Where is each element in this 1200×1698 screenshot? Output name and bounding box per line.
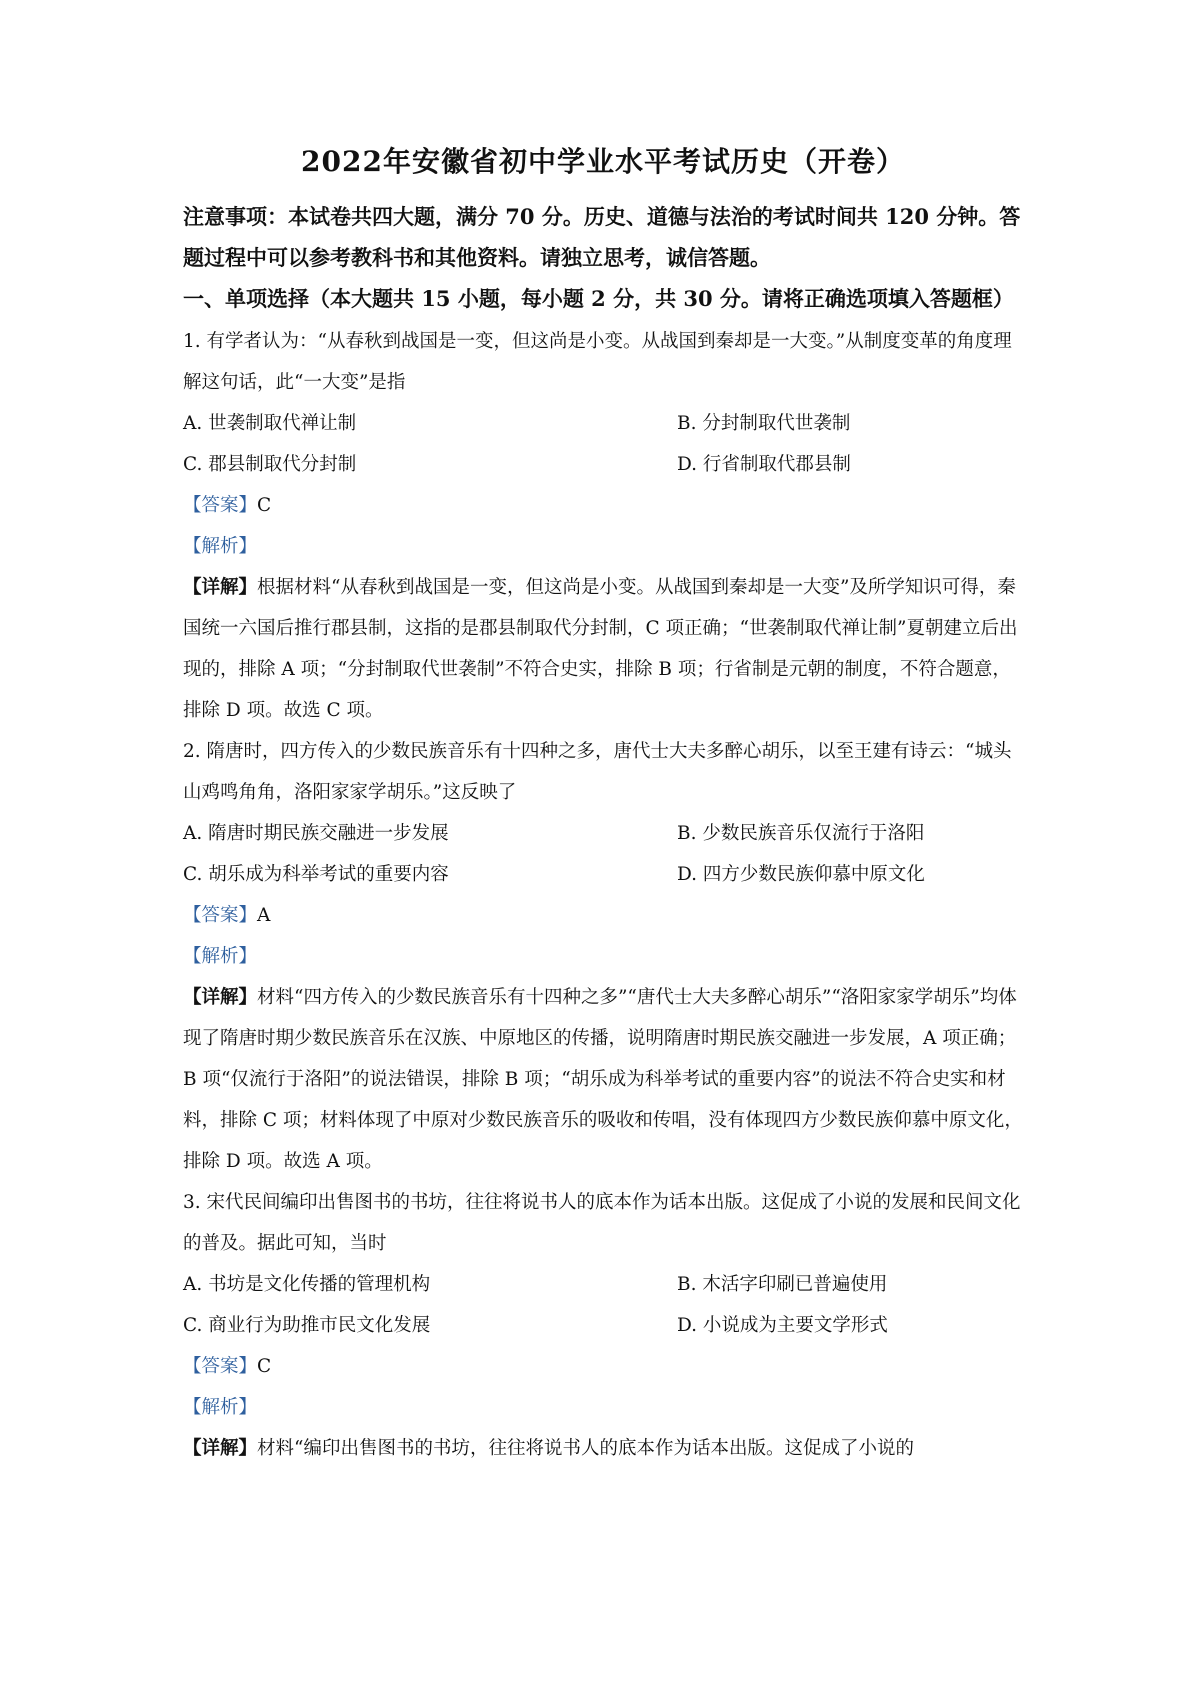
detail-text: 材料“编印出售图书的书坊，往往将说书人的底本作为话本出版。这促成了小说的 — [257, 1438, 914, 1459]
answer-tag: 【答案】 — [183, 905, 258, 926]
analysis-tag: 【解析】 — [183, 946, 258, 967]
exam-notice: 注意事项：本试卷共四大题，满分 70 分。历史、道德与法治的考试时间共 120 分钟。答题过程中可以参考教科书和其他资料。请独立思考，诚信答题。 — [183, 204, 1021, 270]
section-heading: 一、单项选择（本大题共 15 小题，每小题 2 分，共 30 分。请将正确选项填入答题框） — [183, 286, 1014, 311]
page-title: 2022年安徽省初中学业水平考试历史（开卷） — [301, 145, 905, 178]
option-b: B. 少数民族音乐仅流行于洛阳 — [677, 823, 925, 844]
option-list — [183, 1264, 1023, 1346]
question-stem: 3. 宋代民间编印出售图书的书坊，往往将说书人的底本作为话本出版。这促成了小说的发展和民间文化的普及。据此可知，当时 — [183, 1192, 1021, 1254]
option-d: D. 小说成为主要文学形式 — [677, 1315, 888, 1336]
answer-value: C — [257, 1356, 272, 1377]
option-c: C. 胡乐成为科举考试的重要内容 — [183, 864, 449, 885]
option-a: A. 隋唐时期民族交融进一步发展 — [183, 823, 449, 844]
detail-text: 材料“四方传入的少数民族音乐有十四种之多”“唐代士大夫多醉心胡乐”“洛阳家家学胡乐”均体现了隋唐时期少数民族音乐在汉族、中原地区的传播，说明隋唐时期民族交融进一步发展，A 项正确；B 项“仅流行于洛阳”的说法错误，排除 B 项；“胡乐成为科举考试的重要内容”的说法不符合史实和材料，排除 C 项；材料体现了中原对少数民族音乐的吸收和传唱，没有体现四方少数民族仰慕中原文化，排除 D 项。故选 A 项。 — [183, 987, 1023, 1172]
question-1 — [183, 321, 1023, 731]
option-b: B. 木活字印刷已普遍使用 — [677, 1274, 888, 1295]
option-d: D. 四方少数民族仰慕中原文化 — [677, 864, 925, 885]
detail-text: 根据材料“从春秋到战国是一变，但这尚是小变。从战国到秦却是一大变”及所学知识可得，秦国统一六国后推行郡县制，这指的是郡县制取代分封制，C 项正确；“世袭制取代禅让制”夏朝建立后出现的，排除 A 项；“分封制取代世袭制”不符合史实，排除 B 项；行省制是元朝的制度，不符合题意，排除 D 项。故选 C 项。 — [183, 577, 1018, 721]
detail-tag: 【详解】 — [183, 987, 258, 1008]
option-c: C. 郡县制取代分封制 — [183, 454, 357, 475]
answer-line — [183, 1346, 1023, 1387]
answer-tag: 【答案】 — [183, 1356, 258, 1377]
option-d: D. 行省制取代郡县制 — [677, 454, 851, 475]
detail-tag: 【详解】 — [183, 1438, 258, 1459]
option-b: B. 分封制取代世袭制 — [677, 413, 851, 434]
answer-line — [183, 895, 1023, 936]
question-stem: 1. 有学者认为：“从春秋到战国是一变，但这尚是小变。从战国到秦却是一大变。”从制度变革的角度理解这句话，此“一大变”是指 — [183, 331, 1012, 393]
detail-paragraph — [183, 977, 1023, 1182]
option-a: A. 书坊是文化传播的管理机构 — [183, 1274, 431, 1295]
option-a: A. 世袭制取代禅让制 — [183, 413, 357, 434]
detail-paragraph — [183, 1428, 1023, 1469]
detail-tag: 【详解】 — [183, 577, 258, 598]
answer-line — [183, 485, 1023, 526]
exam-page — [183, 140, 1023, 1469]
answer-value: A — [257, 905, 271, 926]
analysis-line — [183, 936, 1023, 977]
analysis-line — [183, 1387, 1023, 1428]
option-c: C. 商业行为助推市民文化发展 — [183, 1315, 431, 1336]
analysis-line — [183, 526, 1023, 567]
option-list — [183, 813, 1023, 895]
answer-tag: 【答案】 — [183, 495, 258, 516]
question-2 — [183, 731, 1023, 1182]
answer-value: C — [257, 495, 272, 516]
option-list — [183, 403, 1023, 485]
question-stem: 2. 隋唐时，四方传入的少数民族音乐有十四种之多，唐代士大夫多醉心胡乐，以至王建有诗云：“城头山鸡鸣角角，洛阳家家学胡乐。”这反映了 — [183, 741, 1012, 803]
detail-paragraph — [183, 567, 1023, 731]
question-3 — [183, 1182, 1023, 1469]
analysis-tag: 【解析】 — [183, 1397, 258, 1418]
analysis-tag: 【解析】 — [183, 536, 258, 557]
